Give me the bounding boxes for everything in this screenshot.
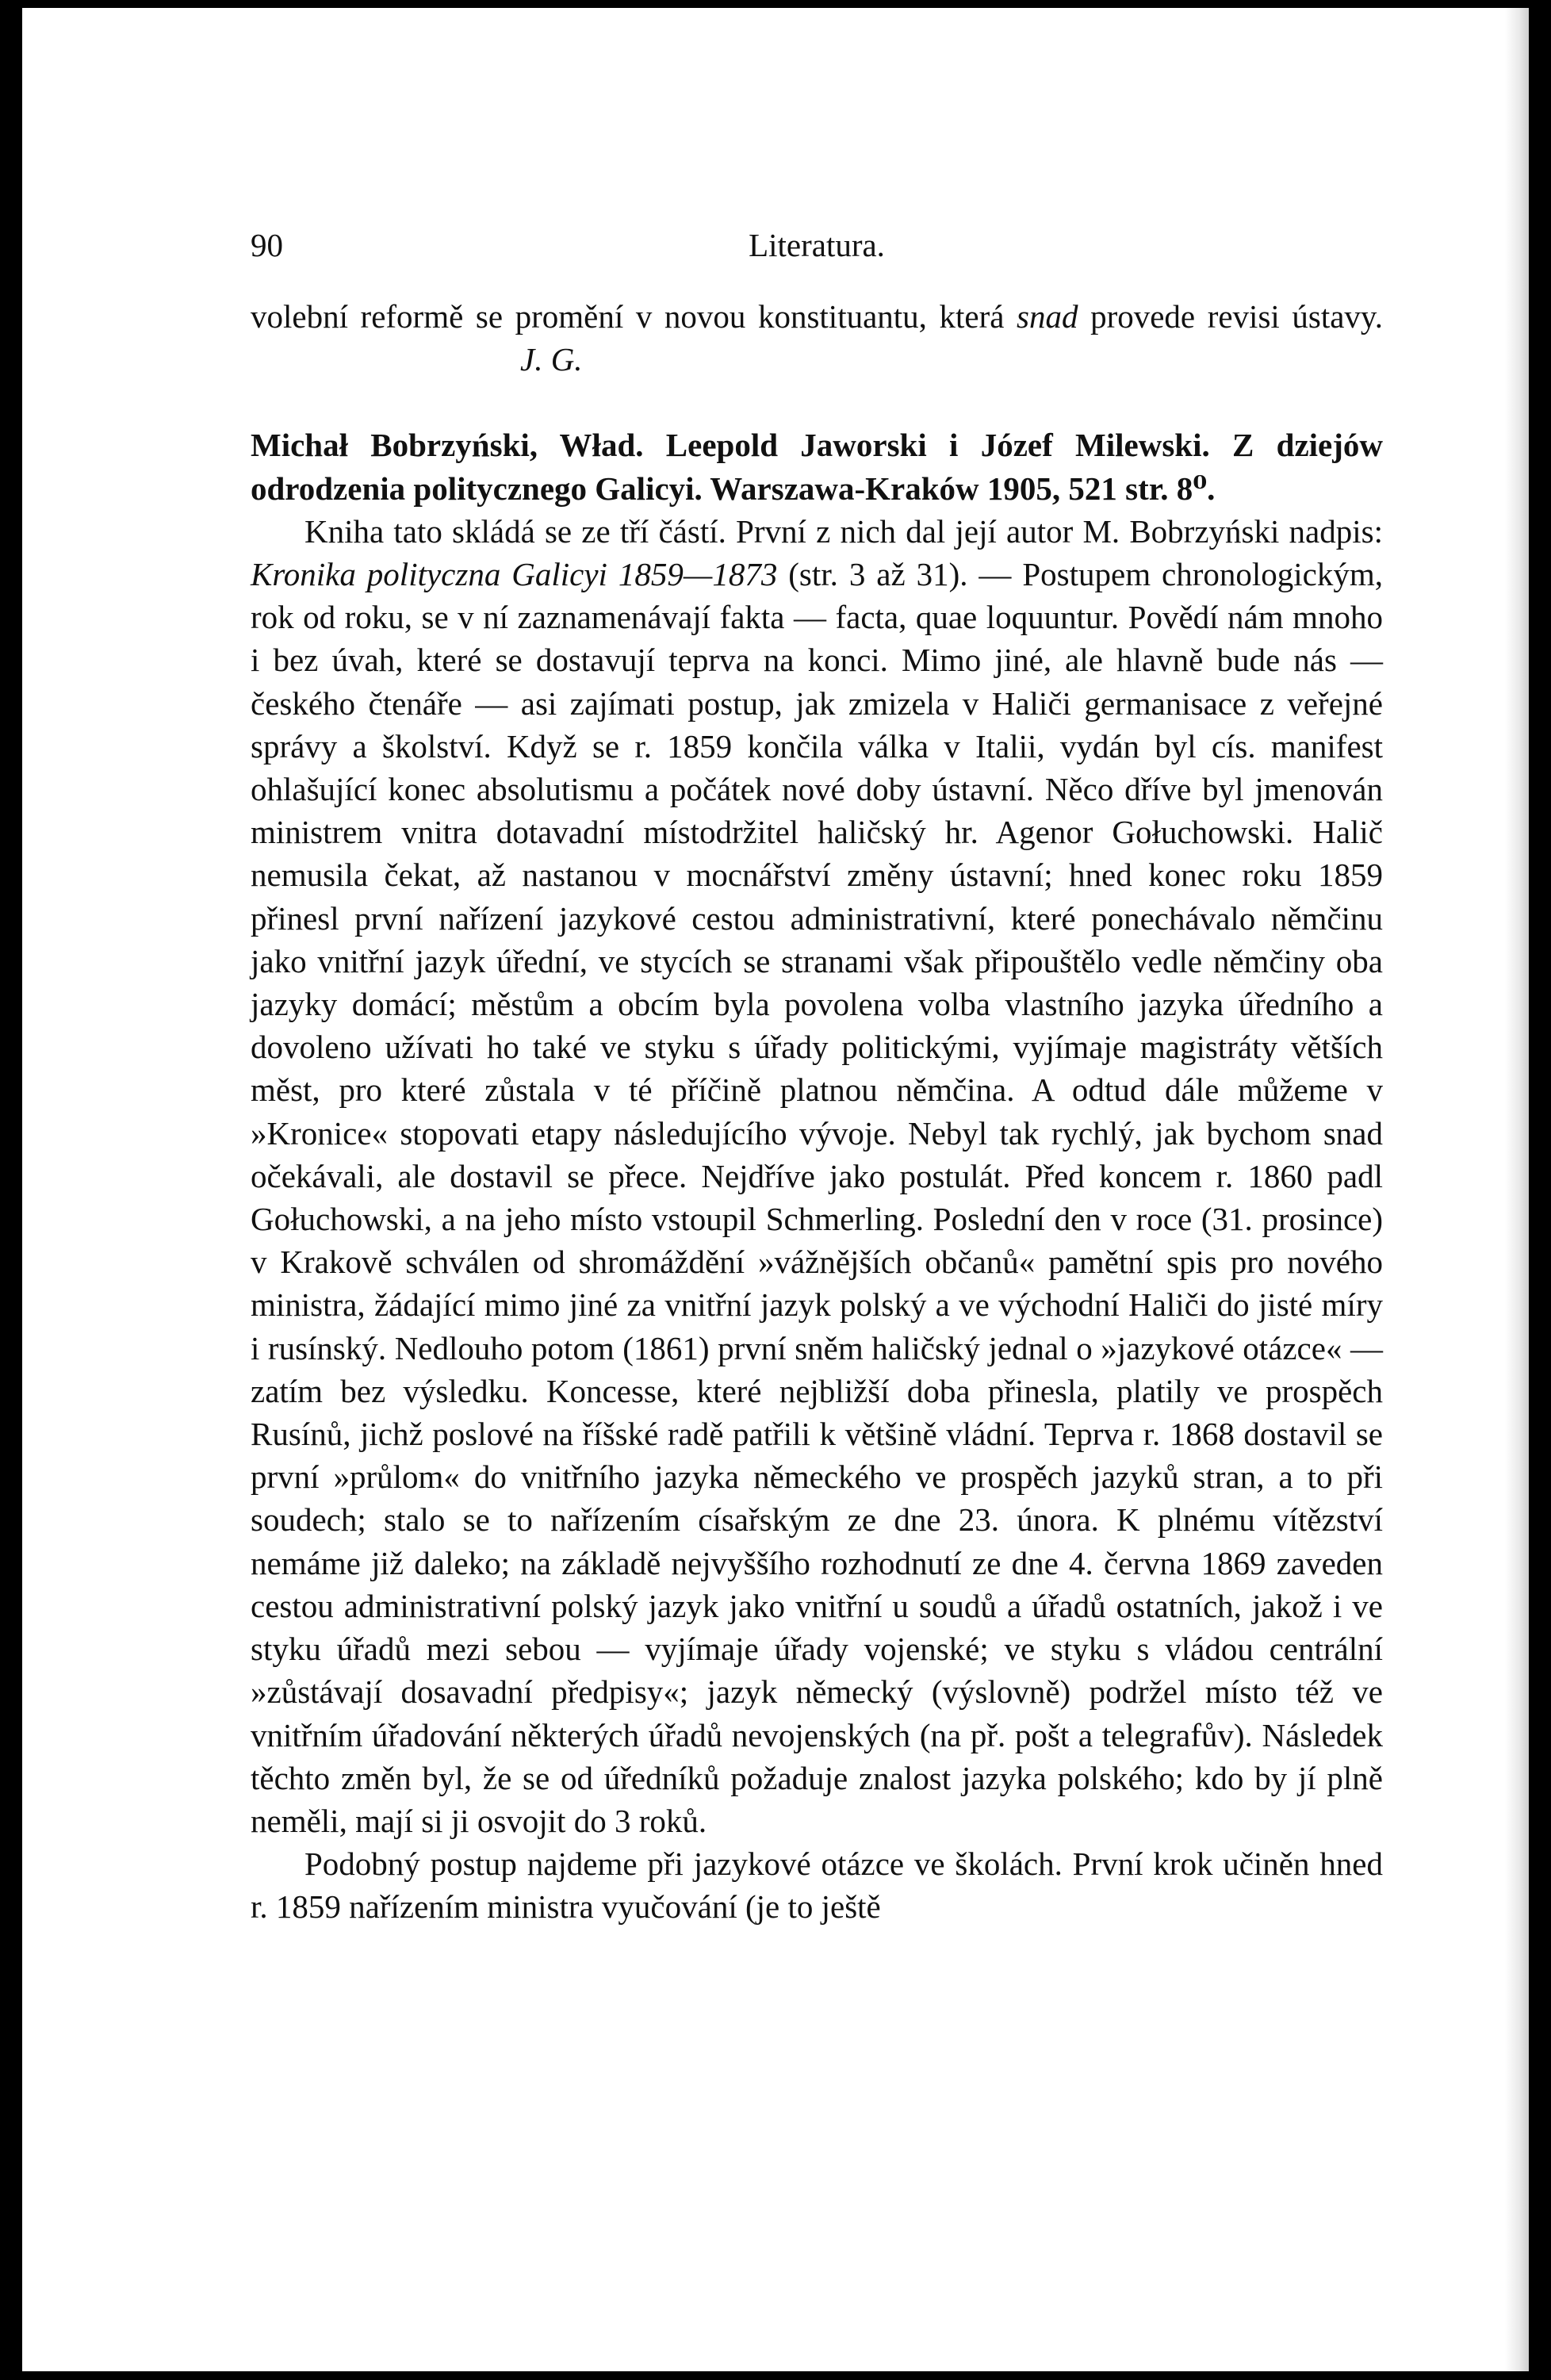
cited-work-title: Kronika polityczna Galicyi 1859—1873: [251, 556, 778, 593]
review-citation: Michał Bobrzyński, Wład. Leepold Jaworski i Józef Milewski. Z dziejów odrodzenia politycznego Galicyi. Warszawa-Kraków 1905, 521 str. 8⁰.: [251, 427, 1383, 507]
running-title: Literatura.: [749, 227, 885, 263]
running-head: [251, 224, 1383, 266]
previous-entry-emphasis: snad: [1017, 298, 1078, 335]
reviewer-signature: J. G.: [520, 341, 583, 378]
review-paragraph-1-body: (str. 3 až 31). — Postupem chronologickým, rok od roku, se v ní zaznamenávají fakta — facta, quae loquuntur. Povědí nám mnoho i bez úvah, které se dostavují teprva na konci. Mimo jiné, ale hlavně bude nás — českého čtenáře — asi zajímati postup, jak zmizela v Haliči germanisace z veřejné správy a školství. Když se r. 1859 končila válka v Italii, vydán byl cís. manifest ohlašující konec absolutismu a počátek nové doby ústavní. Něco dříve byl jmenován ministrem vnitra dotavadní místodržitel haličský hr. Agenor Gołuchowski. Halič nemusila čekat, až nastanou v mocnářství změny ústavní; hned konec roku 1859 přinesl první nařízení jazykové cestou administrativní, které ponechávalo němčinu jako vnitřní jazyk úřední, ve stycích se stranami však připouštělo vedle němčiny oba jazyky domácí; městům a obcím byla povolena volba vlastního jazyka úředního a dovoleno užívati ho také ve styku s úřady politickými, vyjímaje magistráty větších měst, pro které zůstala v té příčině platnou němčina. A odtud dále můžeme v »Kronice« stopovati etapy následujícího vývoje. Nebyl tak rychlý, jak bychom snad očekávali, ale dostavil se přece. Nejdříve jako postulát. Před koncem r. 1860 padl Gołuchowski, a na jeho místo vstoupil Schmerling. Poslední den v roce (31. prosince) v Krakově schválen od shromáždění »vážnějších občanů« pamětní spis pro nového ministra, žádající mimo jiné za vnitřní jazyk polský a ve východní Haliči do jisté míry i rusínský. Nedlouho potom (1861) první sněm haličský jednal o »jazykové otázce« — zatím bez výsledku. Koncesse, které nejbližší doba přinesla, platily ve prospěch Rusínů, jichž poslové na říšské radě patřili k většině vládní. Teprva r. 1868 dostavil se první »průlom« do vnitřního jazyka německého ve prospěch jazyků stran, a to při soudech; stalo se to nařízením císařským ze dne 23. února. K plnému vítězství nemáme již daleko; na základě nejvyššího rozhodnutí ze dne 4. června 1869 zaveden cestou administrativní polský jazyk jako vnitřní u soudů a úřadů ostatních, jakož i ve styku úřadů mezi sebou — vyjímaje úřady vojenské; ve styku s vládou centrální »zůstávají dosavadní předpisy«; jazyk německý (výslovně) podržel místo též ve vnitřním úřadování některých úřadů nevojenských (na př. pošt a telegrafův). Následek těchto změn byl, že se od úředníků požaduje znalost jazyka polského; kdo by jí plně neměli, mají si ji osvojit do 3 roků.: [251, 556, 1383, 1839]
book-page: [22, 8, 1529, 2371]
page-content: [251, 224, 1383, 1929]
previous-entry-ending: [251, 295, 1383, 381]
review-paragraph-1: [251, 510, 1383, 1842]
page-number: 90: [251, 227, 283, 263]
review-paragraph-1-lead: Kniha tato skládá se ze tří částí. První z nich dal její autor M. Bobrzyński nadpis:: [304, 512, 1383, 550]
review-paragraph-2: Podobný postup najdeme při jazykové otázce ve školách. První krok učiněn hned r. 1859 nařízením ministra vyučování (je to ještě: [251, 1845, 1383, 1926]
previous-entry-lead: volební reformě se promění v novou konstituantu, která: [251, 298, 1017, 335]
previous-entry-rest: provede revisi ústavy.: [1078, 298, 1383, 335]
page-edge-shadow: [1505, 8, 1529, 2371]
